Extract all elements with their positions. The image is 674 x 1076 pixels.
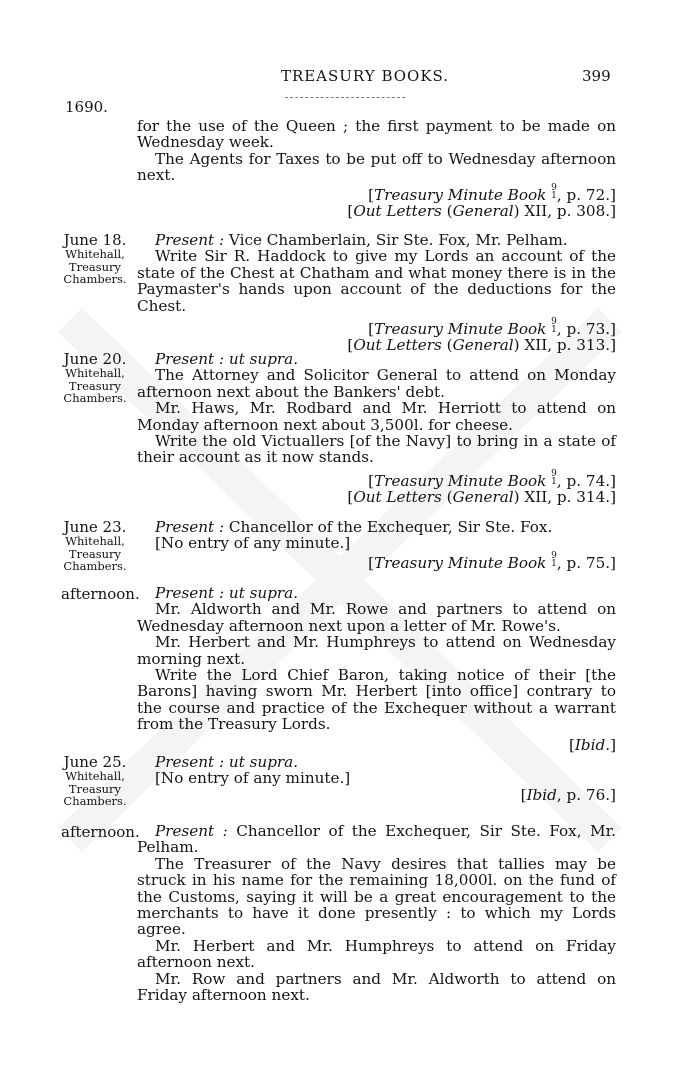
paragraph: Mr. Herbert and Mr. Humphreys to attend on Friday afternoon next.	[137, 936, 616, 972]
present-names: ut supra.	[228, 350, 299, 368]
paragraph: Write the old Victuallers [of the Navy] to bring in a state of their account as it now stands.	[137, 432, 616, 467]
date: June 23.	[63, 518, 127, 536]
margin-date-june-25	[60, 754, 130, 808]
date: June 25.	[63, 753, 127, 771]
citation: [Treasury Minute Book 9 1, p. 75.]	[368, 550, 616, 572]
citation-book: Out Letters	[353, 202, 442, 221]
citation: [Treasury Minute Book 9 1, p. 72.]	[368, 182, 616, 204]
citation: [Ibid, p. 76.]	[520, 785, 616, 804]
citation-ref: , p. 72.]	[556, 185, 616, 204]
citation: [Out Letters (General) XII, p. 308.]	[347, 202, 616, 221]
present-line: Present : ut supra.	[155, 350, 299, 368]
present-names: ut supra.	[228, 584, 299, 602]
entry-afternoon-2	[137, 823, 616, 1003]
entry-june-18	[137, 232, 616, 354]
paragraph: Write the Lord Chief Baron, taking notice of their [the Barons] having sworn Mr. Herbert [into office] contrary to the course and practice of the Exchequer without a warrant from the Treasury Lords.	[137, 666, 616, 734]
present-line: Present : ut supra.	[155, 753, 299, 771]
paragraph: Mr. Aldworth and Mr. Rowe and partners to attend on Wednesday afternoon next upon a letter of Mr. Rowe's.	[137, 600, 616, 635]
place: Treasury	[68, 378, 122, 393]
citation-book: Treasury Minute Book	[374, 185, 547, 204]
citation: [Out Letters (General) XII, p. 314.]	[347, 488, 616, 507]
citation-ref: XII, p. 308.]	[524, 202, 616, 221]
volume-fraction: 9 1	[551, 550, 557, 569]
entry-june-25	[137, 754, 616, 803]
volume-fraction: 9 1	[551, 468, 557, 487]
margin-date-june-20	[60, 351, 130, 405]
volume-fraction: 9 1	[551, 182, 557, 201]
date: June 20.	[63, 350, 127, 368]
date: June 18.	[63, 231, 127, 249]
paragraph: [No entry of any minute.]	[155, 769, 351, 788]
place: Treasury	[68, 781, 122, 796]
entry-june-23	[137, 519, 616, 571]
margin-afternoon: afternoon.	[61, 823, 140, 841]
margin-date-june-18	[60, 232, 130, 286]
present-line: Present : ut supra.	[155, 584, 299, 602]
present-names: Vice Chamberlain, Sir Ste. Fox, Mr. Pelham.	[228, 231, 568, 249]
paragraph: [No entry of any minute.]	[155, 534, 351, 553]
margin-date-june-23	[60, 519, 130, 573]
present-line: Present : Chancellor of the Exchequer, Sir Ste. Fox, Mr. Pelham.	[137, 822, 616, 857]
place: Treasury	[68, 259, 122, 274]
place: Chambers.	[63, 272, 127, 286]
present-names: ut supra.	[228, 753, 299, 771]
citation-series: General	[452, 202, 514, 221]
place: Whitehall,	[65, 366, 125, 380]
place: Whitehall,	[65, 247, 125, 261]
paragraph: The Agents for Taxes to be put off to Wednesday afternoon next.	[137, 149, 616, 185]
paragraph: Mr. Haws, Mr. Rodbard and Mr. Herriott to attend on Monday afternoon next about 3,500l. for cheese.	[137, 399, 616, 434]
margin-afternoon: afternoon.	[61, 585, 140, 603]
citation: [Ibid.]	[568, 735, 616, 754]
paragraph: for the use of the Queen ; the first payment to be made on Wednesday week.	[137, 117, 616, 152]
entry-june-20	[137, 351, 616, 506]
place: Whitehall,	[65, 769, 125, 783]
citation: [Out Letters (General) XII, p. 313.]	[347, 336, 616, 355]
present-line	[137, 232, 616, 248]
continuation-block	[137, 118, 616, 219]
year-marker: 1690.	[65, 98, 108, 116]
header-rule	[285, 97, 405, 98]
paragraph: Mr. Row and partners and Mr. Aldworth to attend on Friday afternoon next.	[137, 969, 616, 1005]
paragraph: The Treasurer of the Navy desires that tallies may be struck in his name for the remaining 18,000l. on the fund of the Customs, saying it will be a great encouragement to the merchants to have it done presently : to which my Lords agree.	[137, 854, 616, 939]
paragraph: The Attorney and Solicitor General to attend on Monday afternoon next about the Bankers' debt.	[137, 366, 616, 401]
present-names: Chancellor of the Exchequer, Sir Ste. Fox, Mr. Pelham.	[137, 822, 616, 857]
place: Whitehall,	[65, 534, 125, 548]
present-line: Present : Chancellor of the Exchequer, Sir Ste. Fox.	[155, 518, 553, 536]
place: Chambers.	[63, 559, 127, 573]
present-names: Chancellor of the Exchequer, Sir Ste. Fox.	[228, 518, 553, 536]
place: Treasury	[68, 546, 122, 561]
paragraph: Write Sir R. Haddock to give my Lords an account of the state of the Chest at Chatham and what money there is in the Paymaster's hands upon account of the deductions for the Chest.	[137, 247, 616, 315]
place: Chambers.	[63, 391, 127, 405]
place: Chambers.	[63, 794, 127, 808]
running-title: TREASURY BOOKS.	[280, 67, 450, 85]
present-label: Present :	[155, 231, 225, 249]
paragraph: Mr. Herbert and Mr. Humphreys to attend on Wednesday morning next.	[137, 633, 616, 668]
citation: [Treasury Minute Book 9 1, p. 74.]	[368, 468, 616, 490]
entry-afternoon-1	[137, 585, 616, 753]
citation: [Treasury Minute Book 9 1, p. 73.]	[368, 317, 616, 339]
page-number: 399	[582, 67, 611, 85]
volume-fraction: 9 1	[551, 317, 557, 336]
